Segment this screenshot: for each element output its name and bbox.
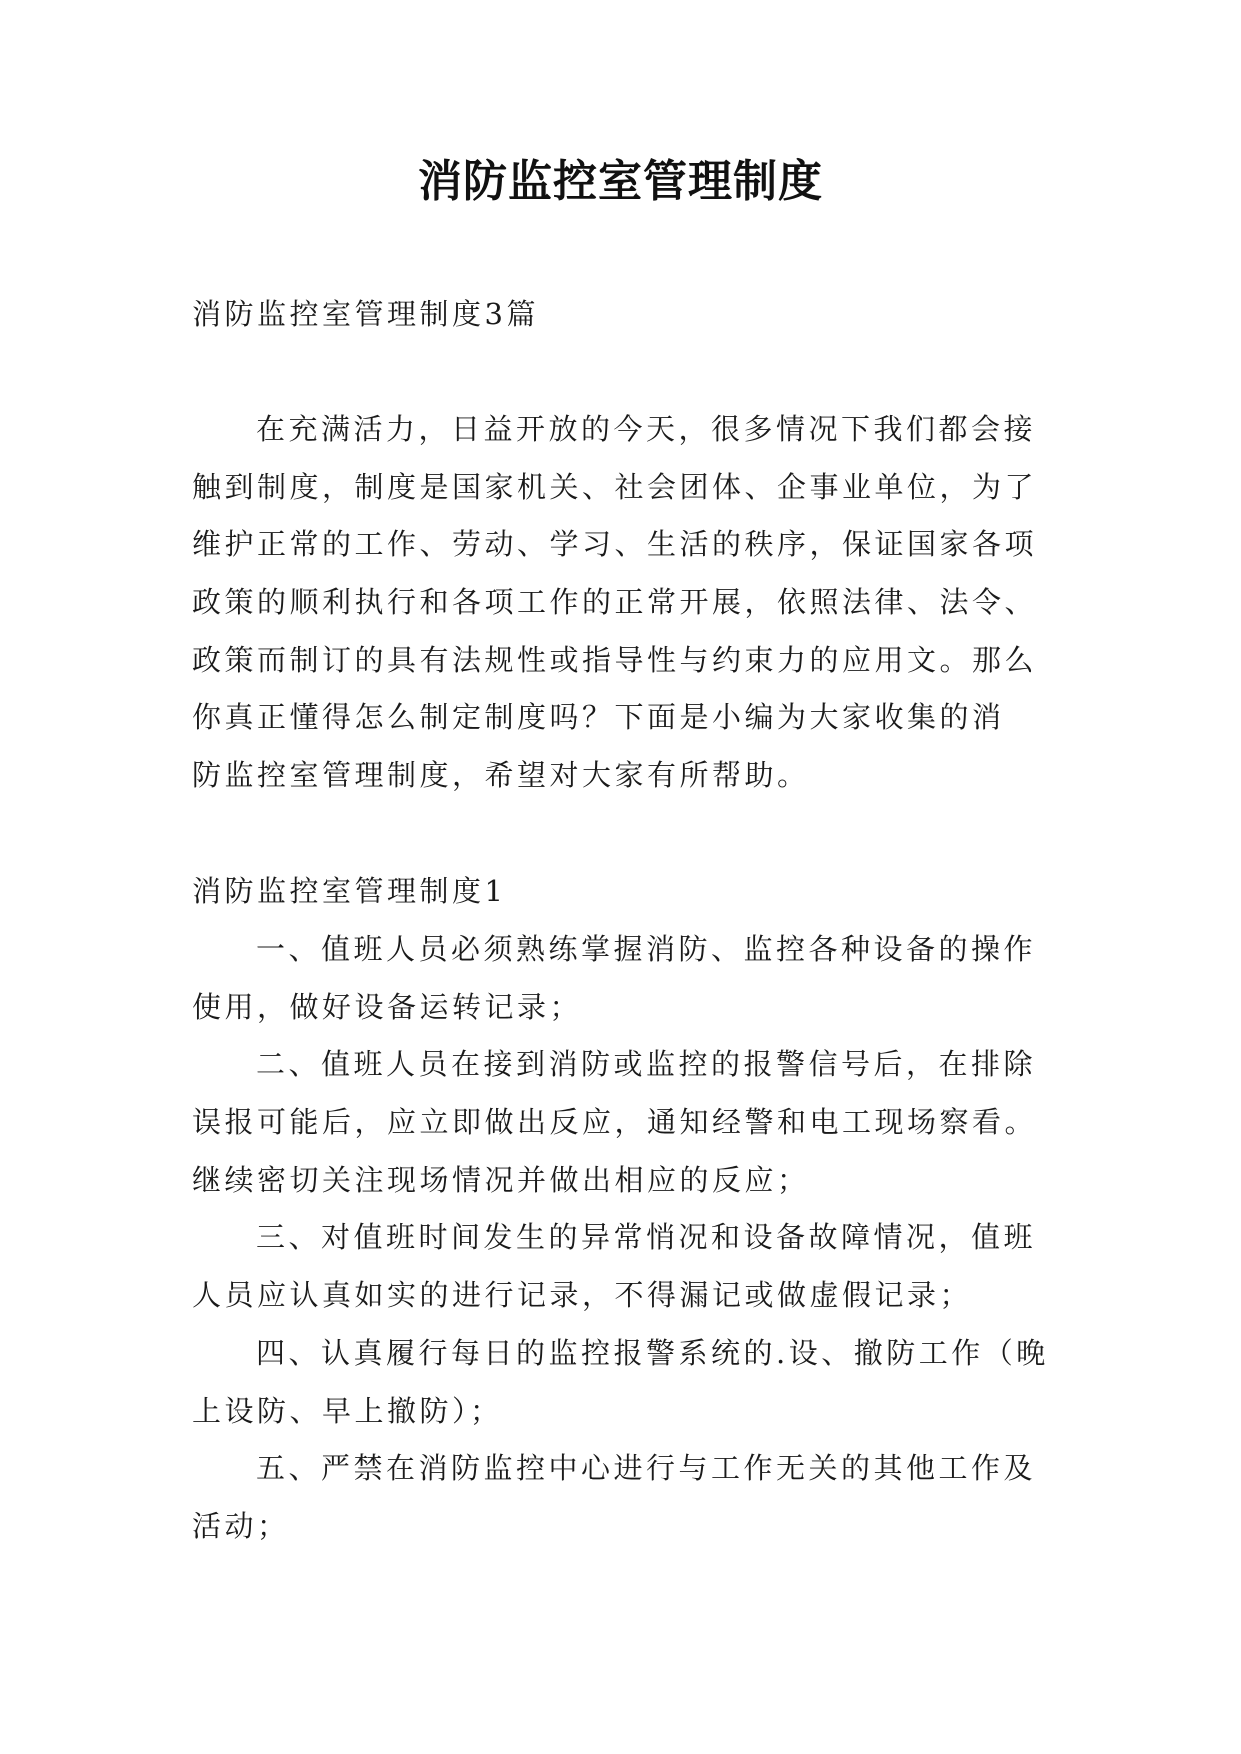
rule-item-5-cont: 活动；	[192, 1508, 290, 1543]
rule-item-2-cont: 继续密切关注现场情况并做出相应的反应；	[192, 1162, 810, 1197]
rule-item-5: 五、严禁在消防监控中心进行与工作无关的其他工作及	[256, 1451, 1037, 1486]
rule-item-2-cont: 误报可能后，应立即做出反应，通知经警和电工现场察看。	[192, 1105, 1038, 1140]
document-subtitle: 消防监控室管理制度3篇	[192, 297, 539, 331]
rule-item-4-cont: 上设防、早上撤防）；	[192, 1393, 503, 1428]
intro-paragraph	[192, 401, 1064, 805]
intro-line: 防监控室管理制度，希望对大家有所帮助。	[192, 758, 810, 793]
intro-line: 政策的顺利执行和各项工作的正常开展，依照法律、法令、	[192, 585, 1038, 620]
intro-line: 在充满活力，日益开放的今天，很多情况下我们都会接	[256, 412, 1037, 446]
intro-line: 触到制度，制度是国家机关、社会团体、企事业单位，为了	[192, 469, 1038, 504]
section-body	[192, 921, 1064, 1556]
intro-line: 政策而制订的具有法规性或指导性与约束力的应用文。那么	[192, 642, 1038, 677]
rule-item-1-cont: 使用，做好设备运转记录；	[192, 989, 583, 1024]
intro-line: 维护正常的工作、劳动、学习、生活的秩序，保证国家各项	[192, 527, 1038, 562]
rule-item-3-cont: 人员应认真如实的进行记录，不得漏记或做虚假记录；	[192, 1278, 973, 1313]
section-heading: 消防监控室管理制度1	[192, 874, 507, 908]
rule-item-3: 三、对值班时间发生的异常悄况和设备故障情况，值班	[256, 1220, 1037, 1255]
rule-item-4: 四、认真履行每日的监控报警系统的.设、撤防工作（晚	[256, 1335, 1049, 1370]
intro-line: 你真正懂得怎么制定制度吗？下面是小编为大家收集的消	[192, 700, 1005, 735]
document-title: 消防监控室管理制度	[418, 156, 823, 207]
rule-item-2: 二、值班人员在接到消防或监控的报警信号后，在排除	[256, 1047, 1037, 1082]
rule-item-1: 一、值班人员必须熟练掌握消防、监控各种设备的操作	[256, 932, 1037, 966]
